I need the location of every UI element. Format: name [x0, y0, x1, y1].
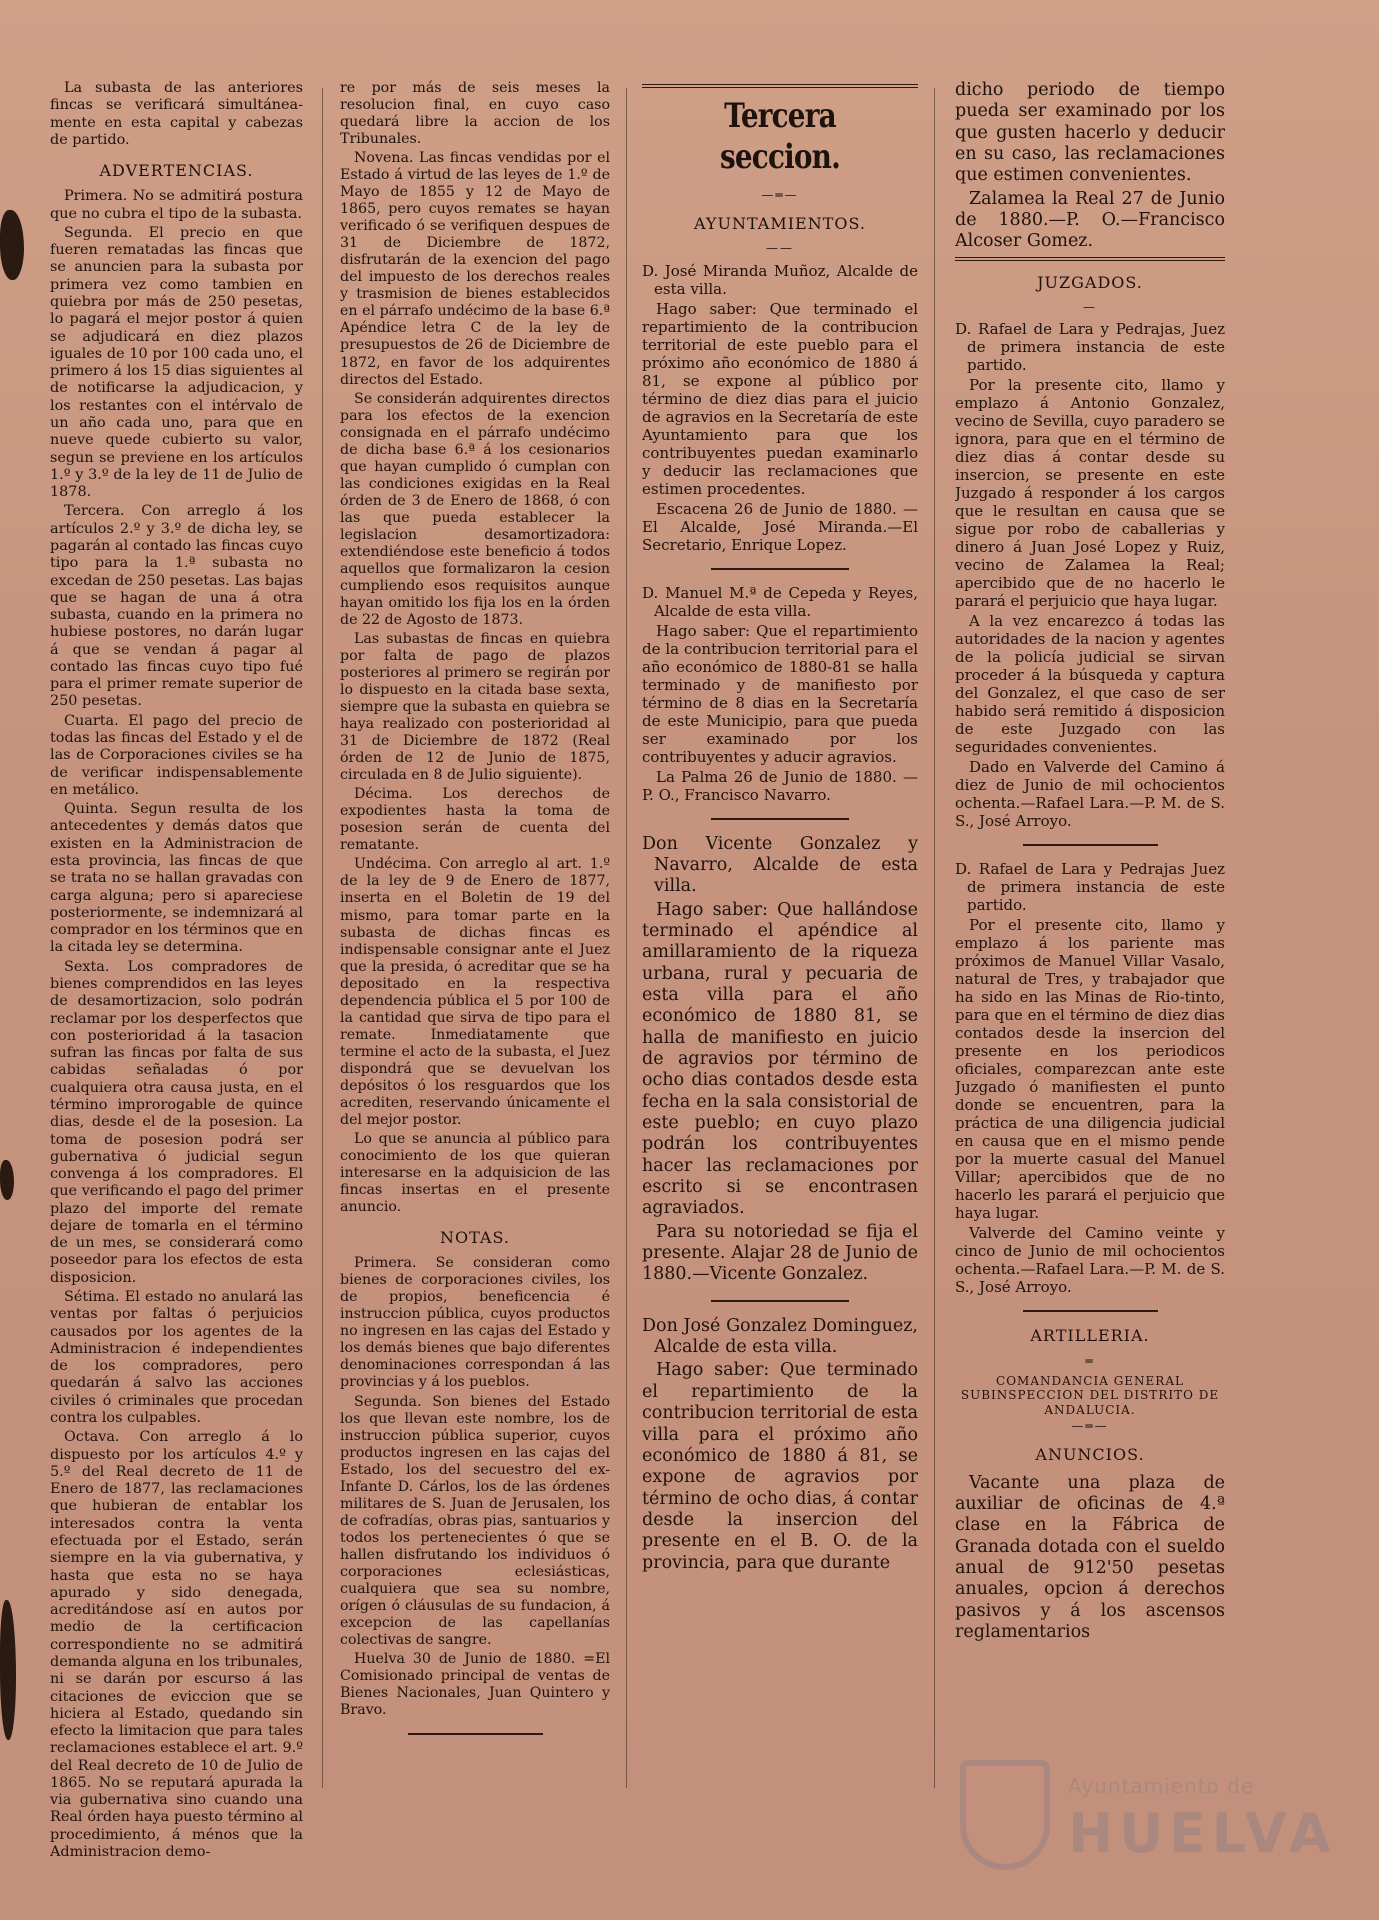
column-divider — [322, 88, 323, 1788]
column-4 — [955, 80, 1225, 1870]
edict-large — [642, 834, 918, 1574]
section-top-rule — [642, 84, 918, 88]
advertencias-heading: ADVERTENCIAS. — [99, 161, 254, 181]
paper-damage — [0, 1160, 14, 1200]
edict-body: Por el presente cito, llamo y emplazo á los pariente mas próximos de Manuel Villar Vasalo, natural de Tres, y trabajador que ha sido en las Minas de Rio-tinto, para que en el término de diez dias contados desde la insercion del presente en los periodicos oficiales, comparezcan ante este Juzgado ó manifiesten el punto donde se encuentren, para la práctica de una diligencia judicial en causa que en el mismo pende por la muerte casual del Manuel Villar; apercibidos que de no hacerlo les parará el perjuicio que haya lugar. — [955, 916, 1225, 1223]
edict-body: Hago saber: Que hallándose terminado el apéndice al amillaramiento de la riqueza urbana, rural y pecuaria de esta villa para el año económico de 1880 81, se halla de manifiesto en juicio de agravios por término de ocho dias contados desde esta fecha en la sala consistorial de este pueblo; en cuyo plazo podrán los contribuyentes hacer las reclamaciones por escrito si se encontrasen agraviados. — [642, 899, 918, 1219]
column-2 — [340, 80, 610, 1870]
advertencia-paragraph: Tercera. Con arreglo á los artículos 2.º y 3.º de dicha ley, se pagarán al contado las fincas cuyo tipo para la 1.ª subasta no excedan de 250 pesetas. Las bajas que se hagan de una á otra subasta, cuando en la primera no hubiese postores, no darán lugar á que se vendan á pagar al contado las fincas cuyo tipo fué para el primer remate superior de 250 pesetas. — [50, 503, 303, 710]
archive-watermark — [960, 1760, 1337, 1870]
anuncios-heading: ANUNCIOS. — [1035, 1445, 1145, 1465]
edict-separator — [711, 818, 849, 820]
edict-separator — [1023, 844, 1158, 846]
edict-closing: Escacena 26 de Junio de 1880. —El Alcalde, José Miranda.—El Secretario, Enrique Lopez. — [642, 499, 918, 554]
edict-closing: La Palma 26 de Junio de 1880. —P. O., Francisco Navarro. — [642, 767, 918, 804]
edict-body: A la vez encarezco á todas las autoridades de la nacion y agentes de la policía judicial se sirvan proceder á la búsqueda y captura del Gonzalez, el que caso de ser habido será remitido á disposicion de este Juzgado con las seguridades convenientes. — [955, 612, 1225, 757]
advertencia-paragraph: Octava. Con arreglo á lo dispuesto por los artículos 4.º y 5.º del Real decreto de 11 de Enero de 1877, las reclamaciones que hubieran de entablar los interesados contra la venta efectuada por el Estado, serán siempre en la via gubernativa, y hasta que esta no se haya apurado y sido denegada, acreditándose así en autos por medio de la certificacion correspondiente no se admitirá demanda alguna en los tribunales, ni se darán por escurso á las citaciones de eviccion que se hiciera al Estado, quedando sin efecto la limitacion que para tales reclamaciones establece el art. 9.º del Real decreto de 10 de Julio de 1865. No se reputará apurada la via gubernativa sino cuando una Real órden haya puesto término al procedimiento, á ménos que la Administracion demo- — [50, 1429, 303, 1861]
ornament-dash: — — [1083, 299, 1097, 314]
edict-closing: Para su notoriedad se fija el presente. Alajar 28 de Junio de 1880.—Vicente Gonzalez. — [642, 1221, 918, 1285]
signature-block: Huelva 30 de Junio de 1880. =El Comisionado principal de ventas de Bienes Nacionales, Juan Quintero y Bravo. — [340, 1650, 610, 1719]
column-divider — [626, 88, 627, 1788]
advertencia-paragraph: Primera. No se admitirá postura que no cubra el tipo de la subasta. — [50, 188, 303, 222]
artilleria-heading: ARTILLERIA. — [1030, 1326, 1150, 1346]
advertencia-paragraph: Las subastas de fincas en quiebra por falta de pago de plazos posteriores al primero se regirán por lo dispuesto en la citada base sexta, siempre que la subasta en quiebra se haya realizado con posterioridad al 31 de Diciembre de 1872 (Real órden de 12 de Junio de 1875, circulada en 8 de Julio siguiente). — [340, 631, 610, 784]
edict-header: D. José Miranda Muñoz, Alcalde de esta villa. — [642, 261, 918, 298]
edict-body: Hago saber: Que terminado el repartimiento de la contribucion territorial de esta villa para el próximo año económico de 1880 á 81, se expone de agravios por término de ocho dias, á contar desde la insercion del presente en el B. O. de la provincia, para que durante — [642, 1360, 918, 1573]
paper-damage — [0, 210, 24, 280]
ayuntamientos-heading: AYUNTAMIENTOS. — [694, 213, 866, 233]
ornament-dash: —═— — [1071, 1419, 1109, 1434]
coat-of-arms-icon — [960, 1760, 1050, 1870]
advertencia-paragraph: Se considerán adquirentes directos para los efectos de la exencion consignada en el párrafo undécimo de dicha base 6.ª á los cesionarios que hayan cumplido ó cumplan con las condiciones exigidas en la Real órden de 3 de Enero de 1868, ó con las que pueda establecer la legislacion desamortizadora: extendiéndose este beneficio á todos aquellos que formalizaron la cesion cumpliendo esos requisitos aunque hayan omitido los fija los en la órden de 22 de Agosto de 1873. — [340, 390, 610, 628]
edict-header: D. Rafael de Lara y Pedrajas Juez de primera instancia de este partido. — [955, 860, 1225, 915]
edict-closing: Zalamea la Real 27 de Junio de 1880.—P. O.—Francisco Alcoser Gomez. — [955, 188, 1225, 252]
nota-paragraph: Primera. Se consideran como bienes de corporaciones civiles, los de propios, beneficencia é instruccion pública, cuyos productos no ingresen en las cajas del Estado y los demás bienes que bajo diferentes denominaciones correspondan á las provincias y á los pueblos. — [340, 1255, 610, 1391]
ornament-dash: —═— — [761, 187, 799, 202]
end-rule — [408, 1733, 543, 1735]
advertencia-paragraph: Novena. Las fincas vendidas por el Estado á virtud de las leyes de 1.º de Mayo de 1855 y 12 de Mayo de 1865, pero cuyos remates se hayan verificado ó se verifiquen despues de 31 de Diciembre de 1872, disfrutarán de la exencion del pago del impuesto de los derechos reales y trasmision de bienes establecidos en el párrafo undécimo de la base 6.ª Apéndice letra C de la ley de presupuestos de 26 de Diciembre de 1872, en favor de los adquirentes directos del Estado. — [340, 150, 610, 388]
auction-intro: La subasta de las anteriores fincas se verificará simultánea-mente en esta capital y cabezas de partido. — [50, 80, 303, 148]
juzgados-heading: JUZGADOS. — [1037, 272, 1143, 292]
anuncio-block — [955, 1473, 1225, 1644]
anuncio-body: Vacante una plaza de auxiliar de oficinas de 4.ª clase en la Fábrica de Granada dotada con el sueldo anual de 912'50 pesetas anuales, opcion á derechos pasivos y á los ascensos reglamentarios — [955, 1472, 1225, 1643]
edict-header: D. Rafael de Lara y Pedrajas, Juez de primera instancia de este partido. — [955, 320, 1225, 375]
notas-heading: NOTAS. — [440, 1228, 510, 1248]
watermark-line1: Ayuntamiento de — [1068, 1774, 1255, 1798]
edict-closing: Valverde del Camino veinte y cinco de Junio de mil ochocientos ochenta.—Rafael Lara.—P. M. de S. S., José Arroyo. — [955, 1224, 1225, 1297]
paper-damage — [0, 1600, 16, 1740]
edict-body: Hago saber: Que terminado el repartimiento de la contribucion territorial de este pueblo para el próximo año económico de 1880 á 81, se expone al público por término de diez dias para el juicio de agravios en la Secretaría de este Ayuntamiento para que los contribuyentes puedan examinarlo y deducir las reclamaciones que estimen procedentes. — [642, 299, 918, 498]
advertencia-paragraph: Cuarta. El pago del precio de todas las fincas del Estado y el de las de Corporaciones civiles se ha de verificar indispensablemente en metálico. — [50, 712, 303, 798]
column-divider — [934, 88, 935, 1788]
nota-paragraph: Segunda. Son bienes del Estado los que llevan este nombre, los de instruccion pública superior, cuyos productos ingresen en las cajas del Estado, los del secuestro del ex-Infante D. Cárlos, los de las órdenes militares de S. Juan de Jerusalen, los de cofradías, obras pias, santuarios y todos los pertenecientes ó que se hallen disfrutando los individuos ó corporaciones eclesiásticas, cualquiera que sea su nombre, orígen ó cláusulas de su fundacion, á excepcion de las capellanías colectivas de sangre. — [340, 1393, 610, 1648]
watermark-line2: HUELVA — [1068, 1802, 1337, 1865]
column-1 — [50, 80, 303, 1870]
edict-body: Por la presente cito, llamo y emplazo á Antonio Gonzalez, vecino de Sevilla, cuyo paradero se ignora, para que en el término de diez dias á contar desde su insercion, se presente en este Juzgado á responder á los cargos que le resultan en causa que se sigue por robo de caballerias y dinero á Juan José Lopez y Ruiz, vecino de Zalamea la Real; apercibido que de no hacerlo le parará el perjuicio que haya lugar. — [955, 376, 1225, 611]
comandancia-line: COMANDANCIA GENERAL SUBINSPECCION DEL DISTRITO DE ANDALUCIA. — [960, 1373, 1220, 1417]
section-title: Tercera seccion. — [719, 96, 840, 177]
advertencia-paragraph: Décima. Los derechos de expodientes hasta la toma de posesion serán de cuenta del rematante. — [340, 786, 610, 854]
ornament-dash: ═ — [1085, 1353, 1095, 1368]
edict-separator — [1023, 1310, 1158, 1312]
advertencia-paragraph: Undécima. Con arreglo al art. 1.º de la ley de 9 de Enero de 1877, inserta en el Boletin de 19 del mismo, para tomar parte en la subasta de dichas fincas es indispensable consignar ante el Juez que la presida, ó acreditar que se ha depositado en la respectiva dependencia pública el 5 por 100 de la cantidad que sirva de tipo para el remate. Inmediatamente que termine el acto de la subasta, el Juez dispondrá que se devuelvan los depósitos ó los resguardos que los acrediten, reservando únicamente el del mejor postor. — [340, 856, 610, 1128]
edict-header: Don José Gonzalez Dominguez, Alcalde de esta villa. — [642, 1315, 918, 1358]
continued-paragraph: re por más de seis meses la resolucion final, en cuyo caso quedará libre la accion de los Tribunales. — [340, 80, 610, 148]
edict-body: Hago saber: Que el repartimiento de la contribucion territorial para el año económico de 1880-81 se halla terminado y de manifiesto por término de 8 dias en la Secretaría de este Municipio, para que pueda ser examinado por los contribuyentes y aducir agravios. — [642, 621, 918, 766]
edict-body: dicho periodo de tiempo pueda ser examinado por los que gusten hacerlo y deducir en su caso, las reclamaciones que estimen convenientes. — [955, 80, 1225, 186]
section-rule — [955, 257, 1225, 261]
advertencia-paragraph: Lo que se anuncia al público para conocimiento de los que quieran interesarse en la adquisicion de las fincas insertas en el presente anuncio. — [340, 1130, 610, 1216]
edict-header: Don Vicente Gonzalez y Navarro, Alcalde de esta villa. — [642, 833, 918, 897]
edict-closing: Dado en Valverde del Camino á diez de Junio de mil ochocientos ochenta.—Rafael Lara.—P. M. de S. S., José Arroyo. — [955, 758, 1225, 831]
column-3 — [642, 80, 918, 1870]
advertencia-paragraph: Segunda. El precio en que fueren rematadas las fincas que se anuncien para la subasta por primera vez como tambien en quiebra por más de 250 pesetas, lo pagará el mejor postor á quien se adjudicará en diez plazos iguales de 10 por 100 cada uno, el primero á los 15 dias siguientes al de notificarse la adjudicacion, y los restantes con el intérvalo de un año cada uno, para que en nueve quede cubierto su valor, segun se previene en los artículos 1.º y 3.º de la ley de 11 de Julio de 1878. — [50, 224, 303, 501]
advertencia-paragraph: Sexta. Los compradores de bienes comprendidos en las leyes de desamortizacion, solo podrán reclamar por los desperfectos que con posterioridad á la tasacion sufran las fincas por falta de sus cabidas señaladas ó por cualquiera otra causa justa, en el término improrogable de quince dias, desde el de la posesion. La toma de posesion podrá ser gubernativa ó judicial segun convenga á los compradores. El que verificando el pago del primer plazo del importe del remate dejare de tomarla en el término de un mes, se considerará como poseedor para los efectos de esta disposicion. — [50, 958, 303, 1286]
edict-header: D. Manuel M.ª de Cepeda y Reyes, Alcalde de esta villa. — [642, 583, 918, 620]
edict-separator — [711, 1300, 849, 1302]
edict-separator — [711, 568, 849, 570]
ornament-dash: —— — [766, 241, 794, 256]
advertencia-paragraph: Sétima. El estado no anulará las ventas por faltas ó perjuicios causados por los agentes de la Administracion é independientes de los compradores, pero quedarán á salvo las acciones civiles ó criminales que procedan contra los culpables. — [50, 1289, 303, 1426]
advertencia-paragraph: Quinta. Segun resulta de los antecedentes y demás datos que existen en la Administracion de esta provincia, las fincas de que se trata no se hallan gravadas con carga alguna; pero si apareciese posteriormente, se indemnizará al comprador en los términos que en la citada ley se determina. — [50, 801, 303, 956]
continued-edict — [955, 80, 1225, 253]
